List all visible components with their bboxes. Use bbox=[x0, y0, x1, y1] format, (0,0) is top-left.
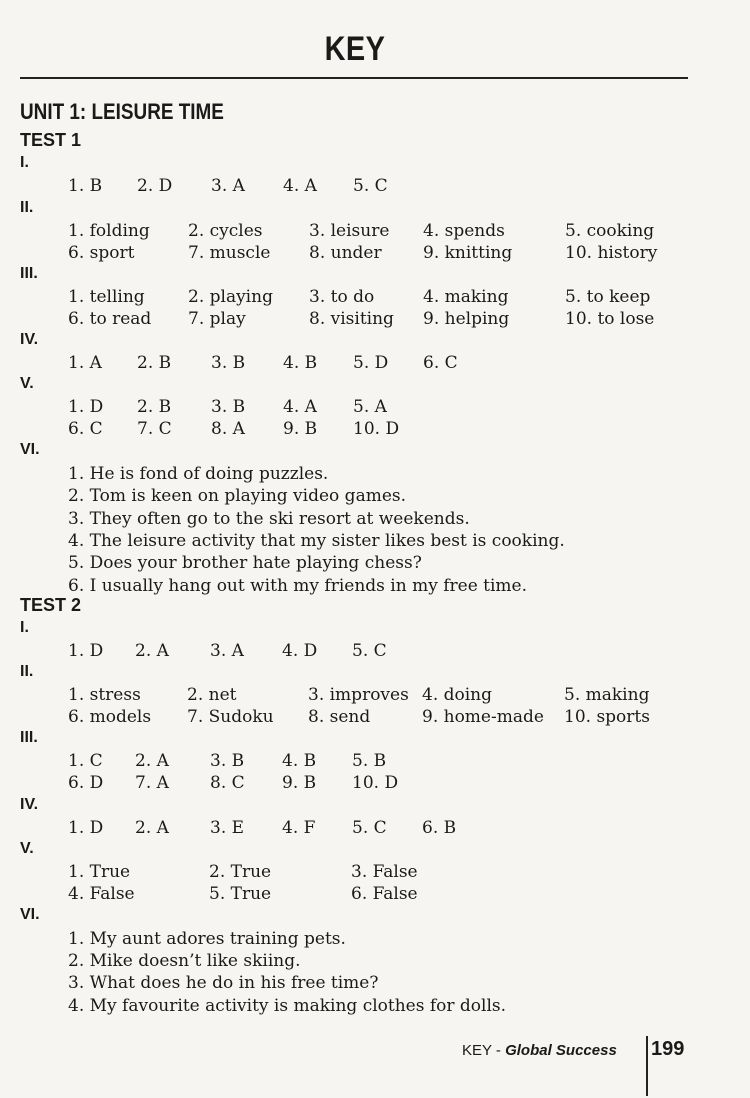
answer-row bbox=[0, 243, 750, 265]
footer-label bbox=[462, 1042, 617, 1059]
answer: 5. C bbox=[353, 176, 388, 196]
answer: 1. stress bbox=[68, 685, 141, 705]
sentence-answer: 4. My favourite activity is making clothes for dolls. bbox=[68, 996, 507, 1016]
test-2-section-vi-label: VI. bbox=[20, 906, 40, 923]
answer: 9. B bbox=[282, 773, 317, 793]
sentence-answer: 3. They often go to the ski resort at weekends. bbox=[68, 509, 470, 529]
answer: 8. A bbox=[211, 419, 245, 439]
answer: 6. to read bbox=[68, 309, 152, 329]
sentence-answer: 2. Mike doesn’t like skiing. bbox=[68, 951, 301, 971]
answer: 3. improves bbox=[308, 685, 409, 705]
test-1-section-ii-label: II. bbox=[20, 199, 34, 216]
answer: 4. doing bbox=[422, 685, 493, 705]
test-2-section-i-label: I. bbox=[20, 619, 29, 636]
answer: 7. A bbox=[135, 773, 169, 793]
answer: 4. B bbox=[283, 353, 318, 373]
test-1-title: TEST 1 bbox=[20, 130, 82, 150]
answer: 1. C bbox=[68, 751, 103, 771]
answer: 2. A bbox=[135, 641, 169, 661]
answer: 8. under bbox=[309, 243, 382, 263]
answer: 6. models bbox=[68, 707, 152, 727]
answer-row bbox=[0, 862, 750, 884]
answer: 1. D bbox=[68, 818, 104, 838]
answer: 6. sport bbox=[68, 243, 135, 263]
test-2-section-ii-label: II. bbox=[20, 663, 34, 680]
answer: 9. helping bbox=[423, 309, 510, 329]
sentence-answer: 6. I usually hang out with my friends in my free time. bbox=[68, 576, 528, 596]
answer: 3. B bbox=[211, 353, 246, 373]
answer: 10. to lose bbox=[565, 309, 655, 329]
answer-row bbox=[0, 707, 750, 729]
sentence-answer: 2. Tom is keen on playing video games. bbox=[68, 486, 407, 506]
sentence-answer: 1. My aunt adores training pets. bbox=[68, 929, 346, 949]
answer: 7. muscle bbox=[188, 243, 271, 263]
answer: 6. B bbox=[422, 818, 457, 838]
test-1-section-i-label: I. bbox=[20, 154, 29, 171]
answer: 5. making bbox=[564, 685, 650, 705]
test-1-section-iv-label: IV. bbox=[20, 331, 39, 348]
answer: 2. True bbox=[209, 862, 272, 882]
sentence-answer: 3. What does he do in his free time? bbox=[68, 973, 379, 993]
answer: 2. B bbox=[137, 353, 172, 373]
answer: 2. A bbox=[135, 818, 169, 838]
answer: 1. B bbox=[68, 176, 103, 196]
test-2-section-v-label: V. bbox=[20, 840, 34, 857]
test-2-title: TEST 2 bbox=[20, 595, 82, 615]
answer: 10. sports bbox=[564, 707, 650, 727]
answer: 4. A bbox=[283, 176, 317, 196]
answer: 3. B bbox=[210, 751, 245, 771]
answer: 3. A bbox=[211, 176, 245, 196]
answer-row bbox=[0, 221, 750, 243]
answer: 2. B bbox=[137, 397, 172, 417]
answer: 2. D bbox=[137, 176, 173, 196]
footer-book-title: Global Success bbox=[505, 1042, 617, 1059]
answer: 5. B bbox=[352, 751, 387, 771]
answer: 1. folding bbox=[68, 221, 150, 241]
answer: 6. False bbox=[351, 884, 418, 904]
answer: 10. D bbox=[352, 773, 399, 793]
answer: 1. telling bbox=[68, 287, 145, 307]
answer: 1. D bbox=[68, 397, 104, 417]
answer: 9. knitting bbox=[423, 243, 513, 263]
answer: 4. making bbox=[423, 287, 509, 307]
answer: 4. A bbox=[283, 397, 317, 417]
answer: 2. playing bbox=[188, 287, 273, 307]
answer: 1. True bbox=[68, 862, 131, 882]
answer-row bbox=[0, 641, 750, 663]
page-title: KEY bbox=[324, 30, 386, 68]
answer: 9. home-made bbox=[422, 707, 544, 727]
answer: 2. A bbox=[135, 751, 169, 771]
answer: 8. visiting bbox=[309, 309, 394, 329]
answer: 5. to keep bbox=[565, 287, 651, 307]
test-2-section-iv-label: IV. bbox=[20, 796, 39, 813]
answer: 8. C bbox=[210, 773, 245, 793]
test-1-section-iii-label: III. bbox=[20, 265, 38, 282]
answer: 3. E bbox=[210, 818, 245, 838]
test-2-section-iii-label: III. bbox=[20, 729, 38, 746]
test-1-section-vi-label: VI. bbox=[20, 441, 40, 458]
answer: 5. C bbox=[352, 641, 387, 661]
answer-row bbox=[0, 685, 750, 707]
answer: 5. A bbox=[353, 397, 387, 417]
answer: 6. C bbox=[423, 353, 458, 373]
answer: 4. D bbox=[282, 641, 318, 661]
sentence-answer: 4. The leisure activity that my sister likes best is cooking. bbox=[68, 531, 565, 551]
answer: 4. F bbox=[282, 818, 316, 838]
page-number: 199 bbox=[651, 1038, 685, 1060]
unit-title: UNIT 1: LEISURE TIME bbox=[20, 99, 224, 124]
answer: 3. leisure bbox=[309, 221, 390, 241]
answer: 8. send bbox=[308, 707, 371, 727]
answer: 2. net bbox=[187, 685, 237, 705]
answer: 7. C bbox=[137, 419, 172, 439]
answer: 1. A bbox=[68, 353, 102, 373]
answer: 4. False bbox=[68, 884, 135, 904]
footer-key: KEY - bbox=[462, 1042, 501, 1059]
answer: 5. C bbox=[352, 818, 387, 838]
answer: 2. cycles bbox=[188, 221, 263, 241]
answer-row bbox=[0, 818, 750, 840]
footer-divider bbox=[646, 1036, 648, 1096]
answer: 9. B bbox=[283, 419, 318, 439]
answer: 5. True bbox=[209, 884, 272, 904]
answer: 6. C bbox=[68, 419, 103, 439]
answer-row bbox=[0, 419, 750, 441]
answer: 7. play bbox=[188, 309, 246, 329]
answer: 3. to do bbox=[309, 287, 375, 307]
answer: 5. cooking bbox=[565, 221, 655, 241]
answer-row bbox=[0, 287, 750, 309]
answer: 10. history bbox=[565, 243, 658, 263]
answer: 5. D bbox=[353, 353, 389, 373]
answer: 4. B bbox=[282, 751, 317, 771]
title-divider bbox=[20, 77, 688, 79]
answer-row bbox=[0, 773, 750, 795]
answer: 10. D bbox=[353, 419, 400, 439]
answer: 4. spends bbox=[423, 221, 505, 241]
answer: 3. B bbox=[211, 397, 246, 417]
answer-row bbox=[0, 353, 750, 375]
answer-row bbox=[0, 884, 750, 906]
answer: 3. False bbox=[351, 862, 418, 882]
answer: 7. Sudoku bbox=[187, 707, 274, 727]
test-1-section-v-label: V. bbox=[20, 375, 34, 392]
answer: 6. D bbox=[68, 773, 104, 793]
answer: 3. A bbox=[210, 641, 244, 661]
sentence-answer: 1. He is fond of doing puzzles. bbox=[68, 464, 329, 484]
sentence-answer: 5. Does your brother hate playing chess? bbox=[68, 553, 422, 573]
answer: 1. D bbox=[68, 641, 104, 661]
answer-row bbox=[0, 176, 750, 198]
answer-row bbox=[0, 309, 750, 331]
answer-row bbox=[0, 751, 750, 773]
answer-row bbox=[0, 397, 750, 419]
